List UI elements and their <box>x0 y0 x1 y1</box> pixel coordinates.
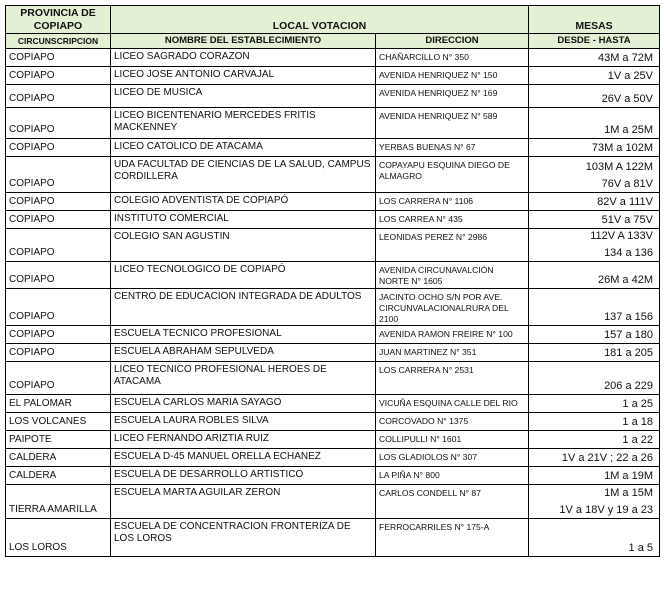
cell-mesas <box>529 467 660 485</box>
table-row <box>6 519 660 557</box>
table-row <box>6 413 660 431</box>
table-row <box>6 108 660 139</box>
mesas-range: 1 a 5 <box>628 542 653 554</box>
cell-direccion: LOS CARRERA N° 1106 <box>376 193 529 211</box>
cell-establecimiento: CENTRO DE EDUCACION INTEGRADA DE ADULTOS <box>111 289 376 326</box>
cell-establecimiento: ESCUELA ABRAHAM SEPULVEDA <box>111 344 376 362</box>
cell-establecimiento: UDA FACULTAD DE CIENCIAS DE LA SALUD, CAMPUS CORDILLERA <box>111 157 376 193</box>
mesas-range: 103M A 122M <box>585 161 653 173</box>
table-row <box>6 431 660 449</box>
table-row <box>6 157 660 193</box>
mesas-range: 51V a 75V <box>601 214 653 226</box>
cell-circunscripcion: COPIAPO <box>6 326 111 344</box>
cell-direccion: VICUÑA ESQUINA CALLE DEL RIO <box>376 395 529 413</box>
table-row <box>6 262 660 289</box>
cell-circunscripcion: COPIAPO <box>6 108 111 139</box>
cell-mesas <box>529 519 660 557</box>
cell-mesas <box>529 67 660 85</box>
cell-circunscripcion: COPIAPO <box>6 229 111 262</box>
mesas-range: 206 a 229 <box>604 380 653 392</box>
cell-direccion: FERROCARRILES N° 175-A <box>376 519 529 557</box>
cell-circunscripcion: LOS VOLCANES <box>6 413 111 431</box>
mesas-range: 181 a 205 <box>604 347 653 359</box>
cell-direccion: CARLOS CONDELL N° 87 <box>376 485 529 519</box>
cell-circunscripcion: COPIAPO <box>6 67 111 85</box>
header-row-1 <box>6 6 660 34</box>
header-desde-hasta: DESDE - HASTA <box>529 34 660 49</box>
table-row <box>6 467 660 485</box>
cell-establecimiento: LICEO BICENTENARIO MERCEDES FRITIS MACKENNEY <box>111 108 376 139</box>
cell-circunscripcion: CALDERA <box>6 467 111 485</box>
cell-mesas <box>529 413 660 431</box>
cell-mesas <box>529 485 660 519</box>
cell-establecimiento: ESCUELA D-45 MANUEL ORELLA ECHANEZ <box>111 449 376 467</box>
mesas-range: 137 a 156 <box>604 311 653 323</box>
cell-mesas <box>529 362 660 395</box>
cell-establecimiento: LICEO JOSE ANTONIO CARVAJAL <box>111 67 376 85</box>
cell-circunscripcion: TIERRA AMARILLA <box>6 485 111 519</box>
cell-establecimiento: COLEGIO SAN AGUSTIN <box>111 229 376 262</box>
cell-mesas <box>529 289 660 326</box>
mesas-range: 1V a 18V y 19 a 23 <box>559 504 653 516</box>
cell-mesas <box>529 211 660 229</box>
cell-mesas <box>529 449 660 467</box>
cell-direccion: CHAÑARCILLO N° 350 <box>376 49 529 67</box>
mesas-range: 1V a 21V ; 22 a 26 <box>561 452 653 464</box>
cell-mesas <box>529 431 660 449</box>
mesas-range: 1M a 19M <box>604 470 653 482</box>
mesas-range: 1M a 15M <box>604 487 653 499</box>
cell-circunscripcion: EL PALOMAR <box>6 395 111 413</box>
mesas-range: 1M a 25M <box>604 124 653 136</box>
cell-circunscripcion: COPIAPO <box>6 362 111 395</box>
cell-mesas <box>529 49 660 67</box>
cell-direccion: COPAYAPU ESQUINA DIEGO DE ALMAGRO <box>376 157 529 193</box>
mesas-range: 43M a 72M <box>597 52 653 64</box>
cell-circunscripcion: COPIAPO <box>6 289 111 326</box>
cell-circunscripcion: COPIAPO <box>6 211 111 229</box>
mesas-range: 134 a 136 <box>604 247 653 259</box>
cell-direccion: AVENIDA RAMON FREIRE N° 100 <box>376 326 529 344</box>
cell-mesas <box>529 344 660 362</box>
cell-direccion: JACINTO OCHO S/N POR AVE. CIRCUNVALACIONALRURA DEL 2100 <box>376 289 529 326</box>
header-mesas: MESAS <box>529 6 660 34</box>
cell-mesas <box>529 157 660 193</box>
table-row <box>6 449 660 467</box>
cell-establecimiento: ESCUELA TECNICO PROFESIONAL <box>111 326 376 344</box>
cell-circunscripcion: LOS LOROS <box>6 519 111 557</box>
cell-direccion: YERBAS BUENAS N° 67 <box>376 139 529 157</box>
header-local-votacion: LOCAL VOTACION <box>111 6 529 34</box>
cell-direccion: CORCOVADO N° 1375 <box>376 413 529 431</box>
cell-circunscripcion: CALDERA <box>6 449 111 467</box>
cell-direccion: COLLIPULLI N° 1601 <box>376 431 529 449</box>
table-row <box>6 139 660 157</box>
cell-direccion: AVENIDA HENRIQUEZ N° 150 <box>376 67 529 85</box>
cell-circunscripcion: COPIAPO <box>6 262 111 289</box>
cell-circunscripcion: COPIAPO <box>6 157 111 193</box>
header-row-2 <box>6 34 660 49</box>
voting-table-container <box>5 5 660 557</box>
table-row <box>6 49 660 67</box>
cell-mesas <box>529 108 660 139</box>
mesas-range: 82V a 111V <box>597 196 653 208</box>
mesas-range: 1 a 25 <box>622 398 653 410</box>
table-row <box>6 211 660 229</box>
cell-direccion: AVENIDA HENRIQUEZ N° 589 <box>376 108 529 139</box>
cell-establecimiento: LICEO CATOLICO DE ATACAMA <box>111 139 376 157</box>
cell-mesas <box>529 85 660 108</box>
cell-establecimiento: ESCUELA CARLOS MARIA SAYAGO <box>111 395 376 413</box>
cell-direccion: LEONIDAS PEREZ N° 2986 <box>376 229 529 262</box>
cell-establecimiento: INSTITUTO COMERCIAL <box>111 211 376 229</box>
mesas-range: 26M a 42M <box>597 274 653 286</box>
cell-direccion: LOS GLADIOLOS N° 307 <box>376 449 529 467</box>
table-row <box>6 362 660 395</box>
cell-mesas <box>529 326 660 344</box>
mesas-range: 1 a 18 <box>622 416 653 428</box>
table-body <box>6 49 660 557</box>
table-row <box>6 395 660 413</box>
cell-circunscripcion: PAIPOTE <box>6 431 111 449</box>
table-row <box>6 344 660 362</box>
mesas-range: 73M a 102M <box>591 142 653 154</box>
cell-direccion: JUAN MARTINEZ N° 351 <box>376 344 529 362</box>
cell-mesas <box>529 395 660 413</box>
table-row <box>6 85 660 108</box>
table-row <box>6 229 660 262</box>
cell-mesas <box>529 229 660 262</box>
mesas-range: 1 a 22 <box>622 434 653 446</box>
cell-direccion: AVENIDA CIRCUNAVALCIÓN NORTE N° 1605 <box>376 262 529 289</box>
cell-mesas <box>529 139 660 157</box>
cell-establecimiento: LICEO TECNICO PROFESIONAL HEROES DE ATACAMA <box>111 362 376 395</box>
cell-circunscripcion: COPIAPO <box>6 139 111 157</box>
cell-mesas <box>529 193 660 211</box>
cell-direccion: AVENIDA HENRIQUEZ N° 169 <box>376 85 529 108</box>
cell-establecimiento: LICEO DE MUSICA <box>111 85 376 108</box>
voting-locations-table <box>5 5 660 557</box>
cell-circunscripcion: COPIAPO <box>6 193 111 211</box>
cell-establecimiento: ESCUELA DE DESARROLLO ARTISTICO <box>111 467 376 485</box>
cell-circunscripcion: COPIAPO <box>6 49 111 67</box>
mesas-range: 112V A 133V <box>590 230 653 242</box>
mesas-range: 1V a 25V <box>607 70 653 82</box>
cell-mesas <box>529 262 660 289</box>
cell-establecimiento: ESCUELA MARTA AGUILAR ZERON <box>111 485 376 519</box>
cell-direccion: LOS CARREA N° 435 <box>376 211 529 229</box>
cell-circunscripcion: COPIAPO <box>6 85 111 108</box>
mesas-range: 26V a 50V <box>601 93 653 105</box>
table-row <box>6 326 660 344</box>
mesas-range: 157 a 180 <box>604 329 653 341</box>
table-row <box>6 67 660 85</box>
table-row <box>6 193 660 211</box>
cell-establecimiento: LICEO SAGRADO CORAZON <box>111 49 376 67</box>
header-circunscripcion: CIRCUNSCRIPCION <box>6 34 111 49</box>
table-row <box>6 485 660 519</box>
header-nombre: NOMBRE DEL ESTABLECIMIENTO <box>111 34 376 49</box>
cell-establecimiento: LICEO TECNOLOGICO DE COPIAPÓ <box>111 262 376 289</box>
cell-establecimiento: ESCUELA LAURA ROBLES SILVA <box>111 413 376 431</box>
header-direccion: DIRECCION <box>376 34 529 49</box>
header-provincia: PROVINCIA DE COPIAPO <box>6 6 111 34</box>
cell-circunscripcion: COPIAPO <box>6 344 111 362</box>
cell-direccion: LOS CARRERA N° 2531 <box>376 362 529 395</box>
cell-establecimiento: COLEGIO ADVENTISTA DE COPIAPÓ <box>111 193 376 211</box>
cell-establecimiento: LICEO FERNANDO ARIZTIA RUIZ <box>111 431 376 449</box>
cell-establecimiento: ESCUELA DE CONCENTRACION FRONTERIZA DE LOS LOROS <box>111 519 376 557</box>
cell-direccion: LA PIÑA N° 800 <box>376 467 529 485</box>
mesas-range: 76V a 81V <box>601 178 653 190</box>
table-row <box>6 289 660 326</box>
